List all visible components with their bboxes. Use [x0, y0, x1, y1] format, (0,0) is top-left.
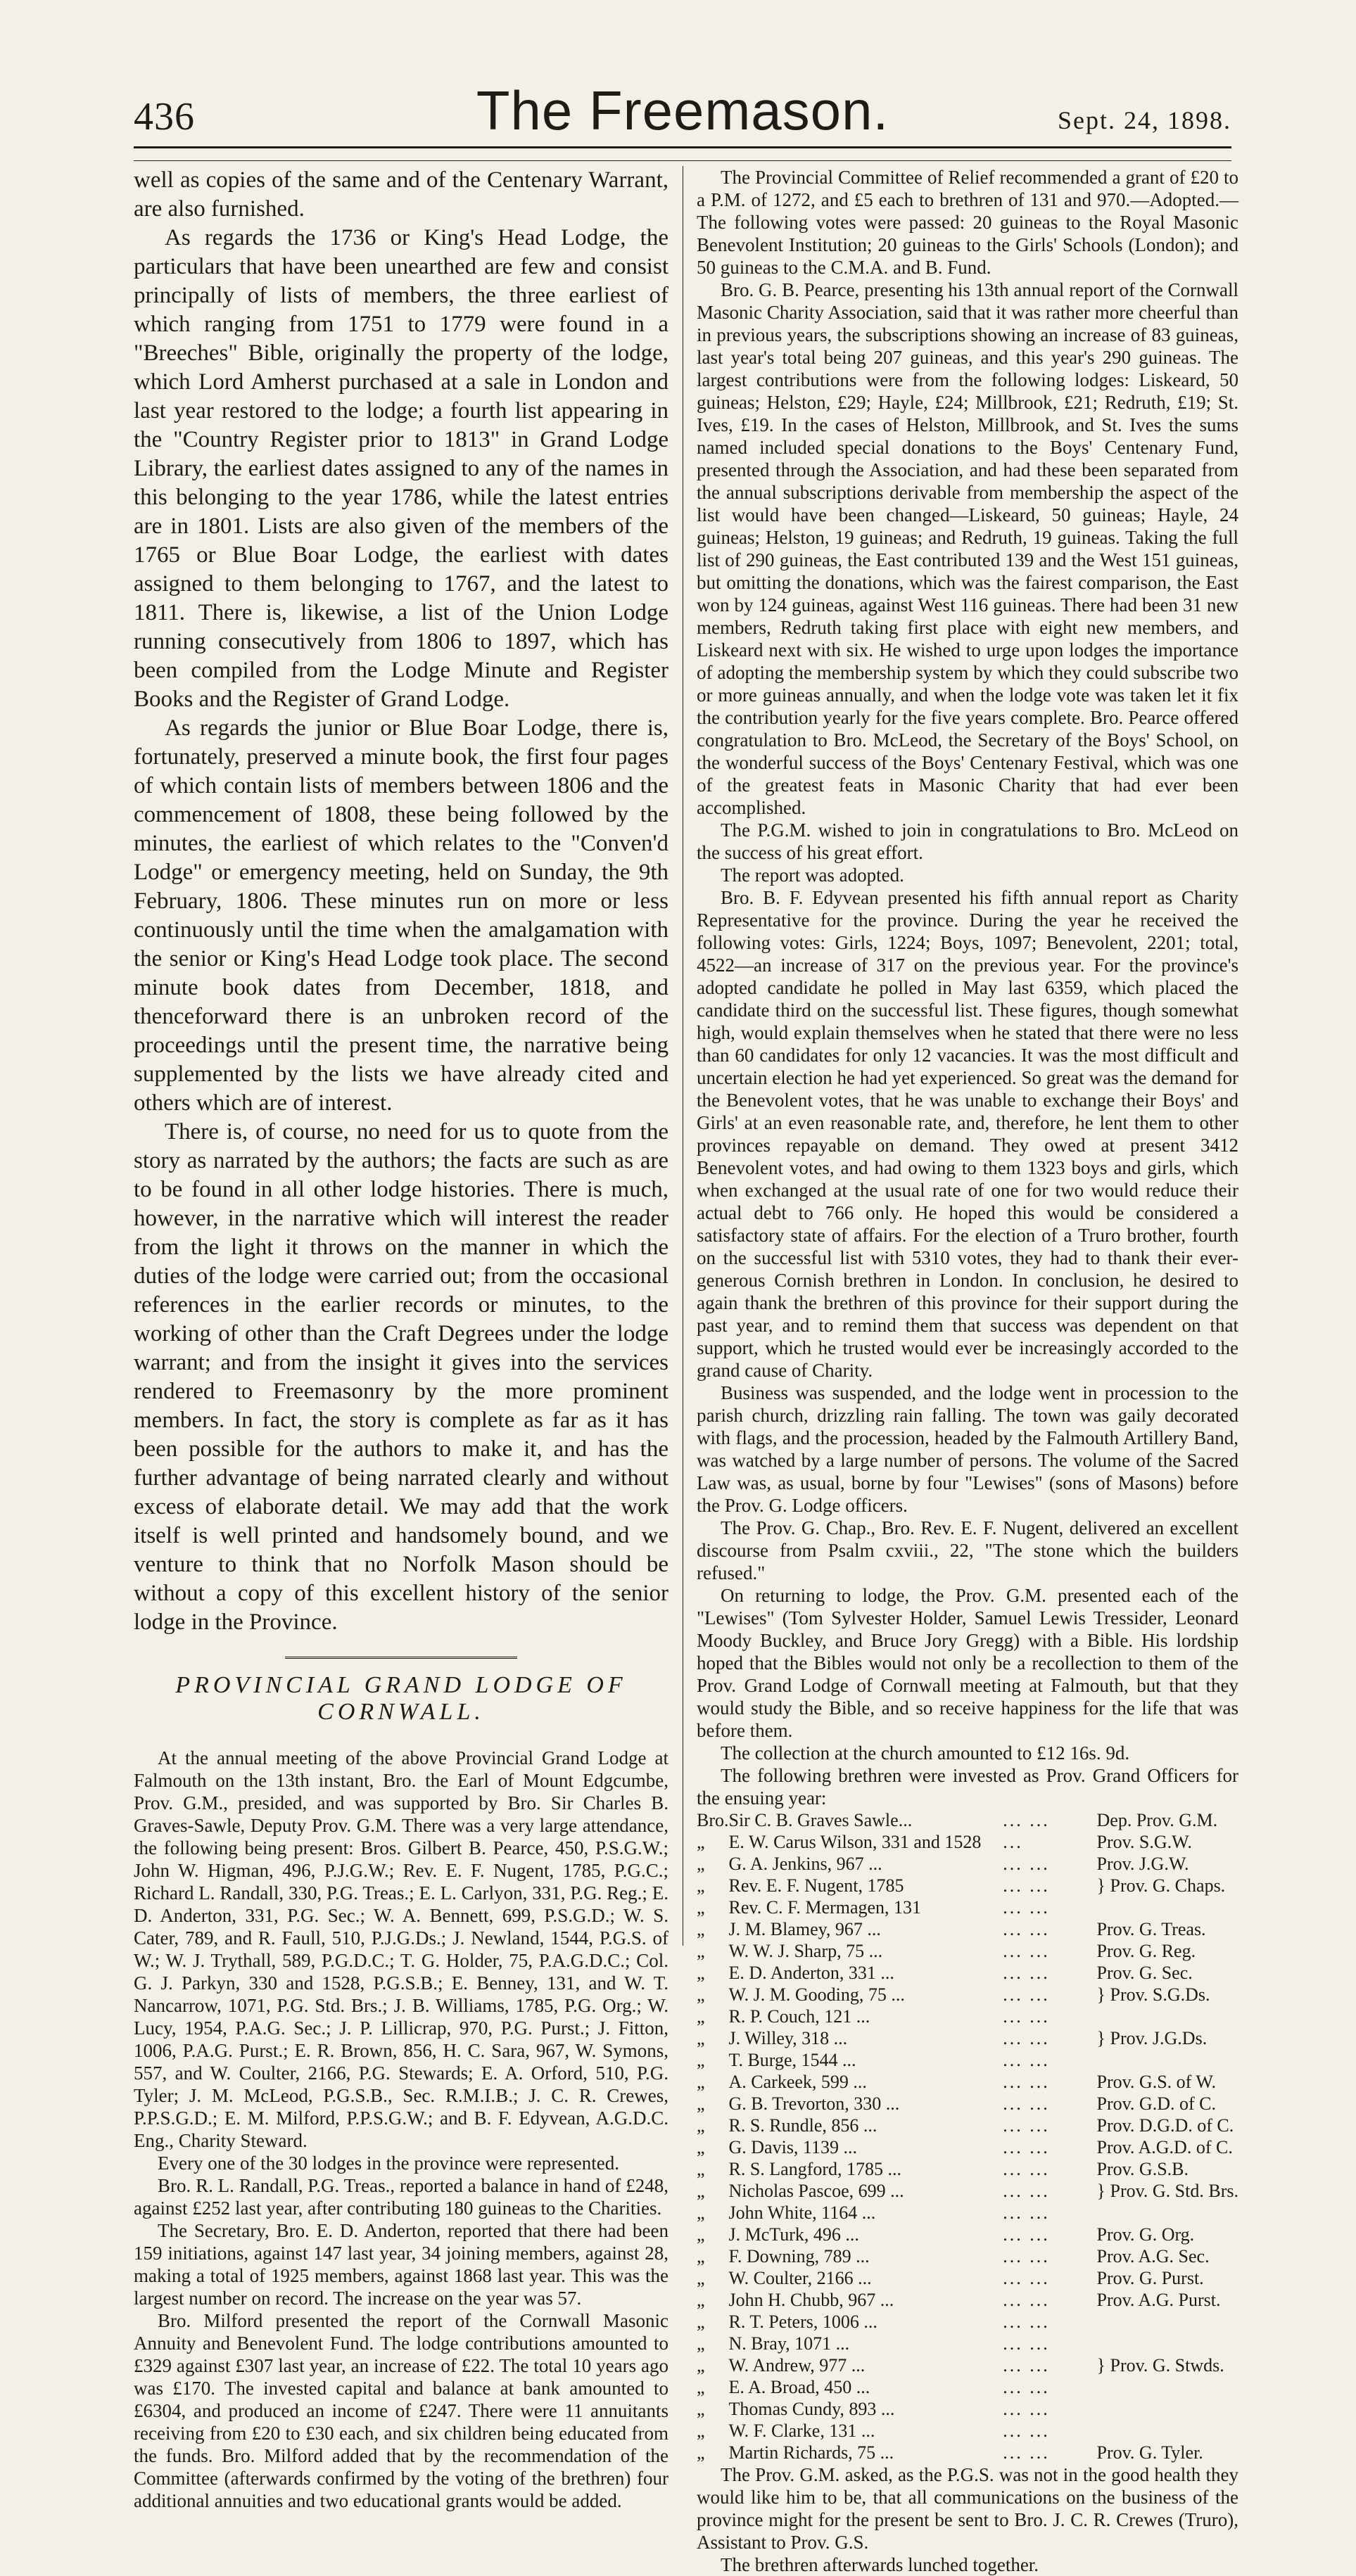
officer-office: } Prov. G. Std. Brs. [1096, 2181, 1238, 2201]
officer-row [697, 2224, 1238, 2245]
leader-dots: ... ... [1003, 2246, 1050, 2266]
report-paragraph: The Secretary, Bro. E. D. Anderton, reported that there had been 159 initiations, against 147 last year, 34 joining members, against 28, making a total of 1925 members, against 1868 last year. This was the largest number on record. The increase on the year was 57. [134, 2220, 669, 2309]
officer-name: G. B. Trevorton, 330 ... [728, 2093, 900, 2114]
leader-dots: ... ... [1003, 2159, 1050, 2179]
officer-name: J. Willey, 318 ... [728, 2028, 848, 2048]
officer-office: Prov. J.G.W. [1096, 1854, 1189, 1874]
body-paragraph: The following brethren were invested as Prov. Grand Officers for the ensuing year: [697, 1765, 1238, 1809]
officer-prefix: „ [697, 2312, 705, 2332]
officer-prefix: „ [697, 1919, 705, 1939]
officer-office [1097, 2398, 1239, 2420]
section-title: PROVINCIAL GRAND LODGE OF CORNWALL. [175, 1672, 627, 1725]
officer-name: A. Carkeek, 599 ... [728, 2072, 867, 2092]
body-paragraph: As regards the junior or Blue Boar Lodge, there is, fortunately, preserved a minute book, the first four pages of which contain lists of members between 1806 and the commencement of 1808, these being followed by the minutes, the earliest of which relates to the "Conven'd Lodge" or emergency meeting, held on Sunday, the 9th February, 1806. These minutes run on more or less continuously until the time when the amalgamation with the senior or King's Head Lodge took place. The second minute book dates from December, 1818, and thenceforward there is an unbroken record of the proceedings until the present time, the narrative being supplemented by the lists we have already cited and others which are of interest. [134, 715, 669, 1116]
officer-row [697, 2398, 1238, 2420]
page-header [134, 63, 1231, 148]
officer-office [1097, 2376, 1239, 2398]
officer-office [1097, 2049, 1239, 2071]
officer-name: G. A. Jenkins, 967 ... [728, 1854, 882, 1874]
officer-name: Thomas Cundy, 893 ... [728, 2399, 895, 2419]
leader-dots: ... ... [1003, 2072, 1050, 2092]
officer-name: R. P. Couch, 121 ... [728, 2006, 870, 2027]
officer-name: E. D. Anderton, 331 ... [728, 1963, 894, 1983]
officer-row [697, 2115, 1238, 2136]
officer-office: Prov. G. Treas. [1096, 1919, 1206, 1939]
body-paragraph: Bro. B. F. Edyvean presented his fifth annual report as Charity Representative for the province. During the year he received the following votes: Girls, 1224; Boys, 1097; Benevolent, 2201; total, 4522—an increase of 317 on the previous year. For the province's adopted candidate he polled in May last 6359, which placed the candidate third on the successful list. These figures, though somewhat high, would explain themselves when he stated that there were no less than 60 candidates for only 12 vacancies. It was the most difficult and uncertain election he had yet experienced. So great was the demand for the Benevolent votes, that he was unable to exchange their Boys' and Girls' at an even reasonable rate, and, therefore, he lent them to other provinces repayable on demand. They owed at present 3412 Benevolent votes, and had owing to them 1323 boys and girls, which when exchanged at the usual rate of one for two would reduce their actual debt to 766 only. He hoped this would be considered a satisfactory state of affairs. For the election of a Truro brother, fourth on the successful list with 5310 votes, they had to thank their ever-generous Cornish brethren in London. In conclusion, he desired to again thank the brethren of this province for their support during the past year, and to remind them that success was dependent on that support, which he trusted would ever be increasingly accorded to the grand cause of Charity. [697, 887, 1238, 1381]
body-paragraph: The collection at the church amounted to £12 16s. 9d. [721, 1742, 1130, 1764]
officer-name: E. W. Carus Wilson, 331 and 1528 [728, 1832, 982, 1852]
report-text [134, 1747, 669, 2512]
officer-prefix: „ [697, 2028, 705, 2048]
officer-name: J. M. Blamey, 967 ... [728, 1919, 881, 1939]
leader-dots: ... ... [1003, 2421, 1050, 2441]
leader-dots: ... ... [1003, 2355, 1050, 2376]
officer-name: R. S. Langford, 1785 ... [728, 2159, 902, 2179]
officer-office: Prov. G.S. of W. [1096, 2072, 1217, 2092]
officer-row [697, 1896, 1238, 1918]
section-ornament [134, 1650, 669, 1662]
officer-row [697, 1984, 1238, 2006]
leader-dots: ... ... [1003, 2224, 1050, 2245]
officer-name: N. Bray, 1071 ... [728, 2333, 850, 2354]
leader-dots: ... ... [1003, 1810, 1050, 1830]
leader-dots: ... ... [1003, 2377, 1050, 2397]
officer-office: Prov. A.G. Sec. [1096, 2246, 1210, 2266]
officer-row [697, 2006, 1238, 2027]
officer-name: John White, 1164 ... [728, 2202, 876, 2223]
officer-row [697, 1853, 1238, 1875]
officer-row [697, 2071, 1238, 2093]
masthead: The Freemason. [476, 79, 889, 141]
body-paragraph: There is, of course, no need for us to quote from the story as narrated by the authors; the facts are such as are to be found in all other lodge histories. There is much, however, in the narrative which will interest the reader from the light it throws on the manner in which the duties of the lodge were carried out; from the occasional references in the earlier records or minutes, to the working of other than the Craft Degrees under the lodge warrant; and from the insight it gives into the services rendered to Freemasonry by the more prominent members. In fact, the story is complete as far as it has been possible for the authors to make it, and has the further advantage of being narrated clearly and without excess of elaborate detail. We may add that the work itself is well printed and handsomely bound, and we venture to think that no Norfolk Mason should be without a copy of this excellent history of the senior lodge in the Province. [134, 1119, 669, 1635]
report-paragraph: Bro. R. L. Randall, P.G. Treas., reported a balance in hand of £248, against £252 last year, after contributing 180 guineas to the Charities. [134, 2175, 669, 2219]
officer-office: Prov. A.G. Purst. [1096, 2290, 1221, 2310]
leader-dots: ... ... [1003, 2137, 1050, 2157]
officer-prefix: „ [697, 2093, 705, 2114]
body-paragraph: Bro. G. B. Pearce, presenting his 13th annual report of the Cornwall Masonic Charity Association, said that it was rather more cheerful than in previous years, the subscriptions showing an increase of 83 guineas, last year's total being 207 guineas, and this year's 290 guineas. The largest contributions were from the following lodges: Liskeard, 50 guineas; Helston, £29; Hayle, £24; Millbrook, £21; Redruth, £19; St. Ives, £19. In the cases of Helston, Millbrook, and St. Ives the sums named included special donations to the Boys' Centenary Fund, presented through the Association, and had these been separated from the annual subscriptions derivable from membership the aspect of the list would have been changed—Liskeard, 50 guineas; Hayle, 24 guineas; Helston, 19 guineas; and Redruth, 19 guineas. Taking the full list of 290 guineas, the East contributed 139 and the West 151 guineas, but omitting the donations, which was the fairest comparison, the East won by 124 guineas, against West 116 guineas. There had been 31 new members, Redruth taking first place with eight new members, and Liskeard next with six. He wished to urge upon lodges the importance of adopting the membership system by which they could subscribe two or more guineas annually, and when the lodge vote was taken let it fix the contribution yearly for the five years complete. Bro. Pearce offered congratulation to Bro. McLeod, the Secretary of the Boys' School, on the wonderful success of the Boys' Centenary Festival, which was one of the greatest feats in Masonic Charity that had ever been accomplished. [697, 279, 1238, 818]
officer-prefix: „ [697, 2159, 705, 2179]
officer-office: } Prov. G. Chaps. [1096, 1875, 1226, 1896]
officer-prefix: „ [697, 1963, 705, 1983]
officer-row [697, 2136, 1238, 2158]
officer-prefix: „ [697, 1984, 705, 2005]
officer-name: Sir C. B. Graves Sawle... [728, 1810, 913, 1830]
leader-dots: ... ... [1003, 2115, 1050, 2136]
officer-office: } Prov. J.G.Ds. [1096, 2028, 1208, 2048]
officer-prefix: Bro. [697, 1810, 729, 1830]
officer-office [1097, 2202, 1239, 2224]
report-paragraph: Bro. Milford presented the report of the Cornwall Masonic Annuity and Benevolent Fund. The lodge contributions amounted to £329 against £307 last year, an increase of £22. The total 10 years ago was £170. The invested capital and balance at bank amounted to £6304, and produced an income of £247. There were 11 annuitants receiving from £20 to £30 each, and six children being educated from the funds. Bro. Milford added that by the recommendation of the Committee (afterwards confirmed by the voting of the brethren) four additional annuities and two educational grants would be added. [134, 2310, 669, 2511]
officer-office [1097, 2333, 1239, 2354]
officer-row [697, 2311, 1238, 2333]
officer-row [697, 2420, 1238, 2442]
report-paragraph: Every one of the 30 lodges in the province were represented. [158, 2153, 620, 2174]
officer-row [697, 2442, 1238, 2463]
officer-name: W. Andrew, 977 ... [728, 2355, 866, 2376]
officer-name: W. F. Clarke, 131 ... [728, 2421, 875, 2441]
officer-prefix: „ [697, 2268, 705, 2288]
officer-prefix: „ [697, 2377, 705, 2397]
officer-name: Rev. C. F. Mermagen, 131 [728, 1897, 922, 1918]
officer-name: W. W. J. Sharp, 75 ... [728, 1941, 883, 1961]
leader-dots: ... ... [1003, 2290, 1050, 2310]
officer-row [697, 2245, 1238, 2267]
officer-office: Dep. Prov. G.M. [1096, 1810, 1218, 1830]
leader-dots: ... ... [1003, 2093, 1050, 2114]
body-paragraph: Business was suspended, and the lodge went in procession to the parish church, drizzling rain falling. The town was gaily decorated with flags, and the procession, headed by the Falmouth Artillery Band, was watched by a large number of persons. The volume of the Sacred Law was, as usual, borne by four "Lewises" (sons of Masons) before the Prov. G. Lodge officers. [697, 1382, 1238, 1516]
leader-dots: ... ... [1003, 1854, 1050, 1874]
officer-name: W. J. M. Gooding, 75 ... [728, 1984, 905, 2005]
officer-prefix: „ [697, 2421, 705, 2441]
leader-dots: ... ... [1003, 1875, 1050, 1896]
officer-office [1097, 1896, 1239, 1918]
body-paragraph: The Prov. G. Chap., Bro. Rev. E. F. Nugent, delivered an excellent discourse from Psalm cxviii., 22, "The stone which the builders refused." [697, 1517, 1238, 1583]
officer-office: Prov. G. Org. [1096, 2224, 1195, 2245]
officer-prefix: „ [697, 1897, 705, 1918]
officer-row [697, 2354, 1238, 2376]
leader-dots: ... ... [1003, 2028, 1050, 2048]
leader-dots: ... ... [1003, 2312, 1050, 2332]
header-rule [134, 160, 1231, 161]
officer-row [697, 2333, 1238, 2354]
report-paragraph: At the annual meeting of the above Provincial Grand Lodge at Falmouth on the 13th instant, Bro. the Earl of Mount Edgcumbe, Prov. G.M., presided, and was supported by Bro. Sir Charles B. Graves-Sawle, Deputy Prov. G.M. There was a very large attendance, the following being present: Bros. Gilbert B. Pearce, 450, P.S.G.W.; John W. Higman, 496, P.J.G.W.; Rev. E. F. Nugent, 1785, P.G.C.; Richard L. Randall, 330, P.G. Treas.; E. L. Carlyon, 331, P.G. Reg.; E. D. Anderton, 331, P.G. Sec.; W. A. Bennett, 699, P.S.G.D.; W. S. Cater, 789, and R. Faull, 510, P.J.G.Ds.; J. Newland, 1544, P.G.S. of W.; W. J. Trythall, 589, P.G.D.C.; T. G. Holder, 75, P.A.G.D.C.; Col. G. J. Parkyn, 330 and 1528, P.G.S.B.; E. Benney, 131, and W. T. Nancarrow, 1071, P.G. Std. Brs.; J. B. Williams, 1785, P.G. Org.; W. Lucy, 1954, P.A.G. Sec.; J. P. Lillicrap, 970, P.G. Purst.; J. Fitton, 1006, P.A.G. Purst.; E. R. Brown, 856, H. C. Sara, 967, W. Symons, 557, and W. Coulter, 2166, P.G. Stewards; E. A. Orford, 510, P.G. Tyler; J. M. McLeod, P.G.S.B., Sec. R.M.I.B.; J. C. R. Crewes, P.P.S.G.D.; E. M. Milford, P.P.S.G.W.; and B. F. Edyvean, A.G.D.C. Eng., Charity Steward. [134, 1747, 669, 2151]
officer-prefix: „ [697, 1875, 705, 1896]
officer-prefix: „ [697, 2050, 705, 2070]
officer-row [697, 2289, 1238, 2311]
leader-dots: ... ... [1003, 1984, 1050, 2005]
officer-row [697, 2027, 1238, 2049]
officer-name: J. McTurk, 496 ... [728, 2224, 859, 2245]
leader-dots: ... ... [1003, 1897, 1050, 1918]
body-paragraph: well as copies of the same and of the Centenary Warrant, are also furnished. [134, 167, 669, 222]
officer-row [697, 2180, 1238, 2202]
officer-row [697, 2376, 1238, 2398]
officer-office: Prov. D.G.D. of C. [1096, 2115, 1234, 2136]
leader-dots: ... ... [1003, 2268, 1050, 2288]
officer-office: Prov. G.S.B. [1096, 2159, 1189, 2179]
officer-row [697, 2202, 1238, 2224]
page-number: 436 [134, 95, 195, 139]
leader-dots: ... ... [1003, 2181, 1050, 2201]
leader-dots: ... ... [1003, 2333, 1050, 2354]
officer-prefix: „ [697, 2290, 705, 2310]
body-paragraph: The brethren afterwards lunched together. [721, 2554, 1039, 2575]
officer-prefix: „ [697, 1941, 705, 1961]
body-paragraph: On returning to lodge, the Prov. G.M. presented each of the "Lewises" (Tom Sylvester Holder, Samuel Lewis Tressider, Leonard Moody Buckley, and Bruce Jory Gregg) with a Bible. His lordship hoped that the Bibles would not only be a recollection to them of the Prov. Grand Lodge of Cornwall meeting at Falmouth, but that they would study the Bible, and so receive happiness for the life that was before them. [697, 1585, 1238, 1741]
officer-prefix: „ [697, 2224, 705, 2245]
officer-prefix: „ [697, 2246, 705, 2266]
body-paragraph: The Provincial Committee of Relief recommended a grant of £20 to a P.M. of 1272, and £5 each to brethren of 131 and 970.—Adopted.—The following votes were passed: 20 guineas to the Royal Masonic Benevolent Institution; 20 guineas to the Girls' Schools (London); and 50 guineas to the C.M.A. and B. Fund. [697, 167, 1238, 278]
officer-prefix: „ [697, 1832, 705, 1852]
officer-row [697, 2093, 1238, 2115]
officer-prefix: „ [697, 2115, 705, 2136]
officer-office: Prov. G. Sec. [1096, 1963, 1193, 1983]
leader-dots: ... ... [1003, 2399, 1050, 2419]
officer-office [1097, 2006, 1239, 2027]
officer-name: Nicholas Pascoe, 699 ... [728, 2181, 904, 2201]
officer-prefix: „ [697, 2181, 705, 2201]
body-paragraph: As regards the 1736 or King's Head Lodge, the particulars that have been unearthed are few and consist principally of lists of members, the three earliest of which ranging from 1751 to 1779 were found in a "Breeches" Bible, originally the property of the lodge, which Lord Amherst purchased at a sale in London and last year restored to the lodge; a fourth list appearing in the "Country Register prior to 1813" in Grand Lodge Library, the earliest dates assigned to any of the names in this belonging to the year 1786, while the latest entries are in 1801. Lists are also given of the members of the 1765 or Blue Boar Lodge, the earliest with dates assigned to them belonging to 1767, and the latest to 1811. There is, likewise, a list of the Union Lodge running consecutively from 1806 to 1897, which has been compiled from the Lodge Minute and Register Books and the Register of Grand Lodge. [134, 225, 669, 712]
officer-office: Prov. G. Tyler. [1096, 2442, 1203, 2463]
leader-dots: ... ... [1003, 1963, 1050, 1983]
officer-row [697, 1940, 1238, 1962]
officer-name: E. A. Broad, 450 ... [728, 2377, 870, 2397]
officer-row [697, 1809, 1238, 1831]
officer-prefix: „ [697, 2355, 705, 2376]
leader-dots: ... ... [1003, 1919, 1050, 1939]
officer-office: Prov. G.D. of C. [1096, 2093, 1216, 2114]
officer-row [697, 1962, 1238, 1984]
officer-name: R. S. Rundle, 856 ... [728, 2115, 877, 2136]
officers-list [697, 1809, 1238, 2463]
officer-row [697, 1875, 1238, 1896]
officer-name: R. T. Peters, 1006 ... [728, 2312, 877, 2332]
leader-dots: ... ... [1003, 2050, 1050, 2070]
officer-row [697, 1918, 1238, 1940]
issue-date: Sept. 24, 1898. [1057, 106, 1231, 134]
officer-office [1097, 2311, 1239, 2333]
officer-row [697, 2049, 1238, 2071]
officer-office: Prov. G. Reg. [1096, 1941, 1196, 1961]
leader-dots: ... [1003, 1832, 1023, 1852]
officer-office: Prov. G. Purst. [1096, 2268, 1204, 2288]
officer-prefix: „ [697, 2137, 705, 2157]
body-paragraph: The report was adopted. [721, 865, 904, 886]
officer-prefix: „ [697, 2202, 705, 2223]
officer-prefix: „ [697, 2072, 705, 2092]
officer-prefix: „ [697, 2006, 705, 2027]
officer-prefix: „ [697, 1854, 705, 1874]
leader-dots: ... ... [1003, 1941, 1050, 1961]
officer-name: G. Davis, 1139 ... [728, 2137, 857, 2157]
officer-prefix: „ [697, 2442, 705, 2463]
officer-prefix: „ [697, 2333, 705, 2354]
officer-office: Prov. A.G.D. of C. [1096, 2137, 1233, 2157]
officer-office [1097, 2420, 1239, 2442]
officer-name: Rev. E. F. Nugent, 1785 [728, 1875, 904, 1896]
leader-dots: ... ... [1003, 2202, 1050, 2223]
officer-name: W. Coulter, 2166 ... [728, 2268, 872, 2288]
right-column [697, 166, 1238, 2576]
body-paragraph: The P.G.M. wished to join in congratulations to Bro. McLeod on the success of his great effort. [697, 820, 1238, 863]
officer-office: Prov. S.G.W. [1096, 1832, 1192, 1852]
officer-office: } Prov. G. Stwds. [1096, 2355, 1224, 2376]
officer-prefix: „ [697, 2399, 705, 2419]
officer-office: } Prov. S.G.Ds. [1096, 1984, 1210, 2005]
officer-name: John H. Chubb, 967 ... [728, 2290, 894, 2310]
officer-name: F. Downing, 789 ... [728, 2246, 870, 2266]
leader-dots: ... ... [1003, 2442, 1050, 2463]
officer-row [697, 1831, 1238, 1853]
leader-dots: ... ... [1003, 2006, 1050, 2027]
officer-row [697, 2158, 1238, 2180]
body-paragraph: The Prov. G.M. asked, as the P.G.S. was not in the good health they would like him to be, that all communications on the business of the province might for the present be sent to Bro. J. C. R. Crewes (Truro), Assistant to Prov. G.S. [697, 2464, 1238, 2553]
officer-name: Martin Richards, 75 ... [728, 2442, 894, 2463]
officer-row [697, 2267, 1238, 2289]
officer-name: T. Burge, 1544 ... [728, 2050, 856, 2070]
left-column [134, 166, 669, 2512]
